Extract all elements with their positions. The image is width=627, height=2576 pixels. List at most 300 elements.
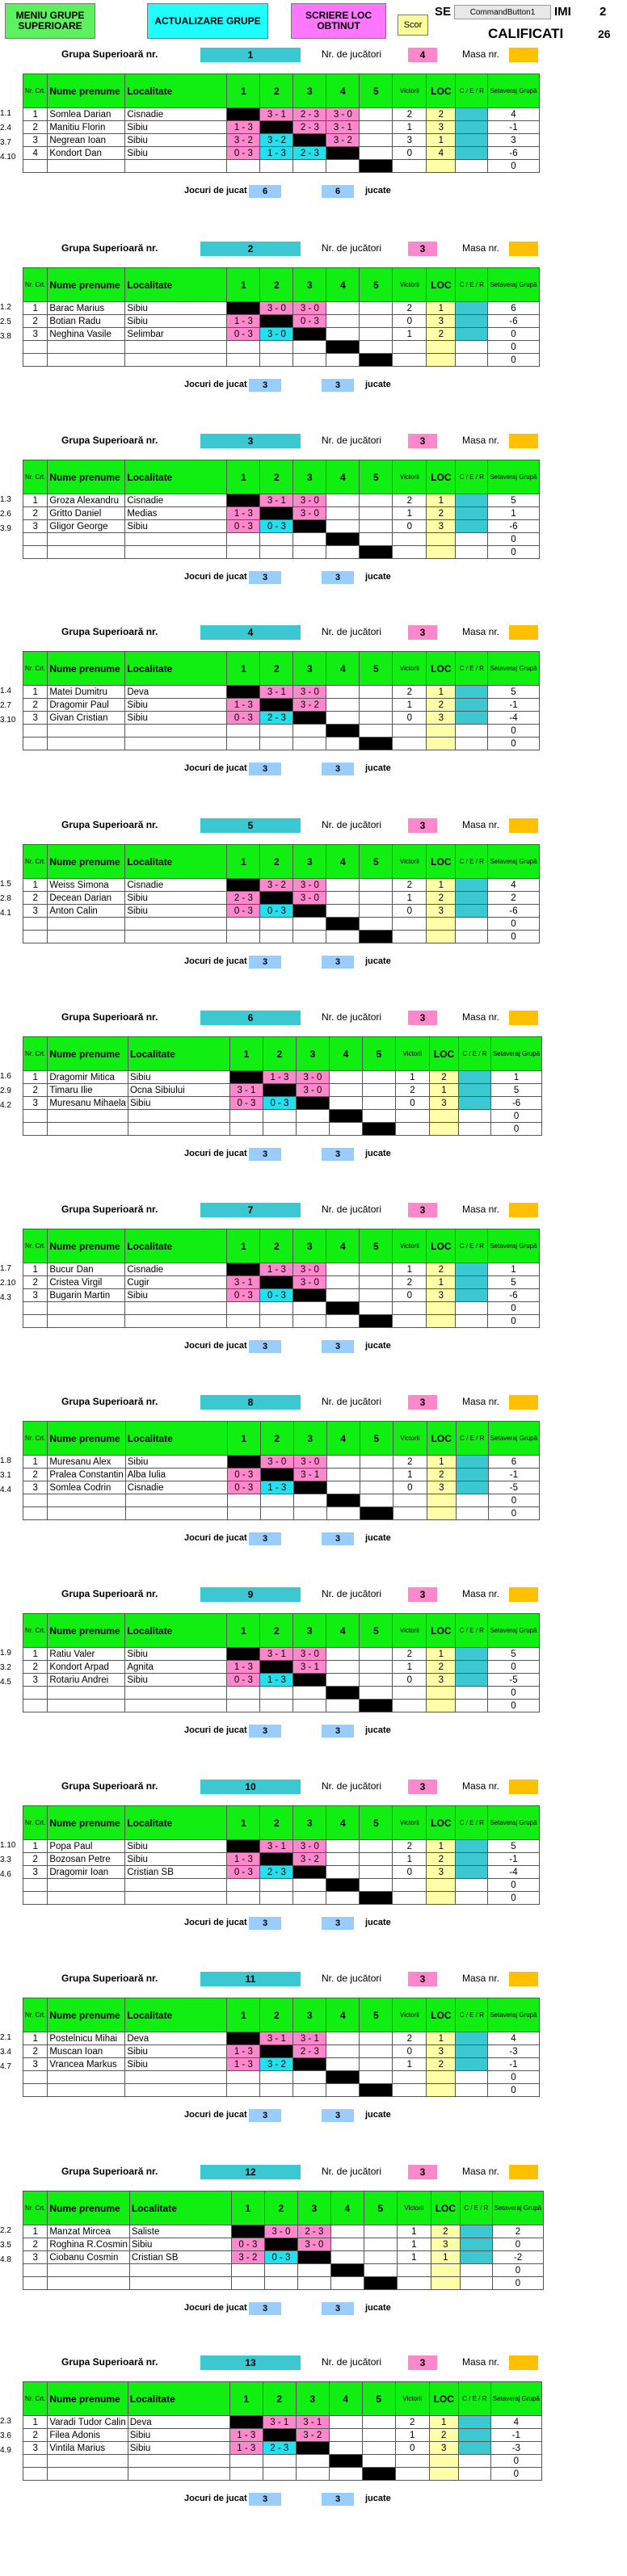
score-cell[interactable]	[263, 2429, 296, 2442]
score-cell[interactable]: 3 - 2	[296, 2429, 329, 2442]
score-cell[interactable]: 3 - 1	[293, 2032, 326, 2045]
score-cell[interactable]	[360, 2032, 393, 2045]
score-cell[interactable]: 3 - 0	[293, 494, 326, 507]
score-cell[interactable]	[362, 2416, 395, 2429]
score-cell[interactable]	[360, 712, 393, 725]
score-cell[interactable]	[260, 1469, 293, 1481]
player-row	[23, 1071, 542, 1084]
score-cell[interactable]: 2 - 3	[297, 2225, 330, 2238]
score-cell[interactable]: 0 - 3	[260, 520, 293, 533]
group-table	[23, 1613, 540, 1712]
score-cell[interactable]	[360, 2045, 393, 2058]
score-cell[interactable]	[329, 2429, 362, 2442]
score-cell[interactable]	[362, 2442, 395, 2455]
score-cell[interactable]	[264, 2238, 297, 2251]
empty-cell	[456, 918, 488, 931]
score-cell[interactable]: 0 - 3	[227, 147, 260, 160]
score-cell[interactable]	[360, 1840, 393, 1853]
score-cell[interactable]: 1 - 3	[227, 507, 260, 520]
cer-cell[interactable]	[458, 1097, 490, 1110]
score-cell[interactable]	[326, 1456, 360, 1469]
score-cell[interactable]	[260, 1853, 293, 1866]
empty-cell: 0	[488, 1507, 539, 1520]
row-number: 3	[23, 905, 48, 918]
score-cell[interactable]	[227, 108, 260, 121]
score-cell[interactable]: 3 - 0	[293, 302, 326, 315]
score-cell[interactable]	[229, 1071, 263, 1084]
score-cell[interactable]: 3 - 1	[326, 121, 360, 134]
score-cell[interactable]: 3 - 2	[260, 2058, 293, 2071]
score-cell[interactable]	[293, 1674, 326, 1687]
score-cell[interactable]: 1 - 3	[227, 2058, 260, 2071]
table-number-input[interactable]	[509, 625, 538, 640]
cer-cell[interactable]	[456, 699, 488, 712]
score-cell[interactable]: 3 - 2	[260, 879, 293, 892]
score-cell[interactable]	[360, 108, 393, 121]
score-cell[interactable]	[227, 686, 260, 699]
score-cell[interactable]	[360, 494, 393, 507]
player-row	[23, 686, 540, 699]
score-cell[interactable]: 0 - 3	[227, 1481, 260, 1494]
cer-cell[interactable]	[456, 1263, 488, 1276]
group-header	[0, 2163, 627, 2181]
score-cell[interactable]	[326, 1648, 360, 1661]
score-cell[interactable]: 3 - 1	[260, 1840, 293, 1853]
games-played-label: jucate	[365, 2494, 391, 2503]
score-cell[interactable]	[293, 1289, 326, 1302]
score-cell[interactable]	[297, 2251, 330, 2264]
cer-cell[interactable]	[456, 1674, 488, 1687]
empty-cell	[227, 1687, 260, 1700]
score-cell[interactable]: 3 - 0	[297, 2238, 330, 2251]
player-name: Manitiu Florin	[48, 121, 125, 134]
score-cell[interactable]: 2 - 3	[227, 892, 260, 905]
score-cell[interactable]	[360, 1674, 393, 1687]
score-cell[interactable]	[326, 892, 360, 905]
score-cell[interactable]: 1 - 3	[227, 2045, 260, 2058]
cer-cell[interactable]	[456, 108, 488, 121]
cer-cell[interactable]	[456, 1661, 488, 1674]
score-cell[interactable]	[329, 1097, 362, 1110]
header-c5: 5	[360, 845, 393, 879]
table-number-input[interactable]	[509, 1780, 538, 1794]
score-cell[interactable]	[362, 1084, 395, 1097]
cer-cell[interactable]	[456, 121, 488, 134]
score-cell[interactable]: 3 - 2	[326, 134, 360, 147]
score-cell[interactable]: 3 - 0	[293, 879, 326, 892]
games-played-label: jucate	[365, 186, 391, 195]
score-cell[interactable]	[360, 328, 393, 341]
score-cell[interactable]	[326, 315, 360, 328]
cer-cell[interactable]	[458, 1084, 490, 1097]
score-cell[interactable]: 3 - 1	[293, 1661, 326, 1674]
score-cell[interactable]	[326, 2032, 360, 2045]
score-cell[interactable]: 1 - 3	[227, 1661, 260, 1674]
score-cell[interactable]	[362, 1097, 395, 1110]
score-cell[interactable]: 0 - 3	[227, 712, 260, 725]
score-cell[interactable]	[329, 2442, 362, 2455]
score-cell[interactable]	[227, 494, 260, 507]
score-cell[interactable]: 3 - 2	[231, 2251, 264, 2264]
table-number-input[interactable]	[509, 1395, 538, 1410]
cer-cell[interactable]	[456, 1853, 488, 1866]
score-cell[interactable]: 0 - 3	[227, 520, 260, 533]
score-cell[interactable]: 1 - 3	[227, 315, 260, 328]
score-cell[interactable]: 2 - 3	[293, 108, 326, 121]
score-cell[interactable]: 0 - 3	[227, 328, 260, 341]
score-cell[interactable]: 1 - 3	[260, 147, 293, 160]
score-cell[interactable]	[326, 1674, 360, 1687]
cer-cell[interactable]	[460, 2251, 492, 2264]
score-cell[interactable]: 3 - 0	[326, 108, 360, 121]
header-c4: 4	[329, 1037, 362, 1071]
score-cell[interactable]	[329, 1071, 362, 1084]
table-number-input[interactable]	[509, 2165, 538, 2179]
row-number: 2	[23, 2429, 48, 2442]
cer-cell[interactable]	[460, 2238, 492, 2251]
table-number-input[interactable]	[509, 1203, 538, 1217]
header-c5: 5	[360, 1614, 393, 1648]
score-cell[interactable]: 3 - 0	[260, 328, 293, 341]
score-cell[interactable]	[360, 134, 393, 147]
cer-cell[interactable]	[456, 520, 488, 533]
score-cell[interactable]	[326, 879, 360, 892]
score-cell[interactable]: 1 - 3	[260, 1263, 293, 1276]
table-number-input[interactable]	[509, 2355, 538, 2370]
score-cell[interactable]: 3 - 1	[260, 686, 293, 699]
score-cell[interactable]	[293, 520, 326, 533]
row-number: 1	[23, 1263, 48, 1276]
cer-cell[interactable]	[458, 2416, 490, 2429]
empty-cell: 0	[488, 738, 539, 750]
table-header	[23, 1614, 540, 1648]
empty-cell: 0	[488, 1494, 539, 1507]
score-cell[interactable]: 0 - 3	[227, 1866, 260, 1879]
score-cell[interactable]: 1 - 3	[229, 2442, 263, 2455]
score-cell[interactable]	[330, 2238, 364, 2251]
score-cell[interactable]	[326, 1840, 360, 1853]
score-cell[interactable]	[360, 1866, 393, 1879]
score-cell[interactable]: 3 - 0	[260, 1456, 293, 1469]
score-cell[interactable]	[360, 1853, 393, 1866]
empty-cell	[227, 1494, 260, 1507]
score-cell[interactable]: 3 - 2	[293, 699, 326, 712]
score-cell[interactable]: 0 - 3	[231, 2238, 264, 2251]
score-cell[interactable]: 3 - 0	[293, 507, 326, 520]
score-cell[interactable]	[227, 1840, 260, 1853]
write-place-button[interactable]: SCRIERE LOC OBTINUT	[291, 3, 386, 39]
score-cell[interactable]	[360, 686, 393, 699]
empty-cell	[260, 546, 293, 559]
cer-cell[interactable]	[456, 1840, 488, 1853]
score-cell[interactable]: 3 - 0	[293, 686, 326, 699]
cer-cell[interactable]	[456, 1456, 488, 1469]
score-cell[interactable]	[326, 905, 360, 918]
score-cell[interactable]	[263, 1084, 296, 1097]
cer-cell[interactable]	[456, 134, 488, 147]
score-cell[interactable]: 3 - 0	[293, 1263, 326, 1276]
score-cell[interactable]	[326, 1481, 360, 1494]
score-cell[interactable]	[360, 1263, 393, 1276]
score-cell[interactable]	[360, 699, 393, 712]
score-cell[interactable]	[227, 1263, 260, 1276]
score-cell[interactable]	[293, 1866, 326, 1879]
score-cell[interactable]: 3 - 1	[260, 108, 293, 121]
score-cell[interactable]	[227, 1648, 260, 1661]
setaverage-cell: 6	[488, 1456, 539, 1469]
score-cell[interactable]: 1 - 3	[227, 699, 260, 712]
setaverage-cell: -2	[492, 2251, 543, 2264]
score-cell[interactable]: 0 - 3	[260, 1289, 293, 1302]
cer-cell[interactable]	[456, 2045, 488, 2058]
score-cell[interactable]	[227, 302, 260, 315]
player-row	[23, 134, 540, 147]
score-cell[interactable]	[326, 1661, 360, 1674]
score-cell[interactable]	[326, 712, 360, 725]
score-cell[interactable]	[293, 328, 326, 341]
score-cell[interactable]	[326, 302, 360, 315]
cer-cell[interactable]	[458, 2442, 490, 2455]
score-cell[interactable]	[260, 699, 293, 712]
qualified-label: CALIFICATI	[488, 26, 564, 41]
score-cell[interactable]	[293, 134, 326, 147]
cer-cell[interactable]	[456, 1469, 488, 1481]
score-cell[interactable]	[229, 2416, 263, 2429]
score-cell[interactable]: 1 - 3	[260, 1674, 293, 1687]
score-cell[interactable]	[326, 494, 360, 507]
score-cell[interactable]	[260, 507, 293, 520]
cer-cell[interactable]	[456, 1648, 488, 1661]
table-number-input[interactable]	[509, 1972, 538, 1986]
score-cell[interactable]	[362, 2429, 395, 2442]
empty-cell	[48, 2084, 125, 2097]
score-cell[interactable]: 3 - 2	[260, 134, 293, 147]
score-cell[interactable]: 3 - 1	[260, 494, 293, 507]
score-cell[interactable]	[326, 520, 360, 533]
score-cell[interactable]	[326, 328, 360, 341]
score-cell[interactable]: 1 - 3	[260, 1481, 293, 1494]
empty-cell	[360, 2071, 393, 2084]
score-cell[interactable]	[329, 1084, 362, 1097]
wins-cell: 2	[393, 2032, 427, 2045]
score-cell[interactable]	[326, 1263, 360, 1276]
score-cell[interactable]	[360, 147, 393, 160]
score-cell[interactable]: 1 - 3	[229, 2429, 263, 2442]
score-cell[interactable]: 3 - 0	[260, 302, 293, 315]
cer-cell[interactable]	[458, 1071, 490, 1084]
score-cell[interactable]: 0 - 3	[227, 905, 260, 918]
table-number-input[interactable]	[509, 48, 538, 62]
score-cell[interactable]: 3 - 0	[293, 892, 326, 905]
score-cell[interactable]	[260, 315, 293, 328]
cer-cell[interactable]	[456, 2032, 488, 2045]
cer-cell[interactable]	[456, 1289, 488, 1302]
score-cell[interactable]	[296, 1097, 329, 1110]
score-cell[interactable]	[362, 1071, 395, 1084]
score-cell[interactable]	[330, 2225, 364, 2238]
score-cell[interactable]	[329, 2416, 362, 2429]
score-cell[interactable]	[293, 712, 326, 725]
score-cell[interactable]	[326, 1853, 360, 1866]
score-cell[interactable]: 0 - 3	[227, 1469, 260, 1481]
cer-cell[interactable]	[456, 494, 488, 507]
score-cell[interactable]	[360, 121, 393, 134]
place-cell: 2	[427, 507, 456, 520]
score-cell[interactable]	[360, 507, 393, 520]
score-button[interactable]: Scor	[398, 15, 428, 36]
score-cell[interactable]	[360, 1481, 393, 1494]
score-cell[interactable]	[293, 2058, 326, 2071]
score-cell[interactable]: 3 - 0	[293, 1648, 326, 1661]
score-cell[interactable]: 0 - 3	[260, 905, 293, 918]
score-cell[interactable]	[326, 2045, 360, 2058]
header-loc: Localitate	[125, 74, 227, 108]
cer-cell[interactable]	[456, 328, 488, 341]
cer-cell[interactable]	[456, 1276, 488, 1289]
score-cell[interactable]: 2 - 3	[293, 2045, 326, 2058]
cer-cell[interactable]	[460, 2225, 492, 2238]
score-cell[interactable]	[260, 2045, 293, 2058]
score-cell[interactable]	[293, 905, 326, 918]
cer-cell[interactable]	[456, 1481, 488, 1494]
cer-cell[interactable]	[456, 686, 488, 699]
score-cell[interactable]	[360, 1661, 393, 1674]
score-cell[interactable]	[326, 686, 360, 699]
games-to-play-value: 3	[249, 2493, 281, 2506]
score-cell[interactable]	[360, 905, 393, 918]
cer-cell[interactable]	[456, 905, 488, 918]
score-cell[interactable]	[360, 879, 393, 892]
score-cell[interactable]	[227, 879, 260, 892]
score-cell[interactable]: 2 - 3	[293, 147, 326, 160]
score-cell[interactable]: 0 - 3	[229, 1097, 263, 1110]
player-city: Selimbar	[125, 328, 227, 341]
score-cell[interactable]: 3 - 1	[260, 2032, 293, 2045]
score-cell[interactable]	[326, 699, 360, 712]
players-count: 3	[408, 818, 437, 833]
score-cell[interactable]	[360, 1469, 393, 1481]
cer-cell[interactable]	[456, 2058, 488, 2071]
player-city: Cisnadie	[125, 494, 227, 507]
score-cell[interactable]	[260, 892, 293, 905]
score-cell[interactable]	[326, 1866, 360, 1879]
score-cell[interactable]	[293, 1481, 326, 1494]
table-header	[23, 2191, 544, 2225]
table-label: Masa nr.	[462, 1588, 500, 1599]
table-number-input[interactable]	[509, 818, 538, 833]
score-cell[interactable]	[360, 302, 393, 315]
score-cell[interactable]	[326, 2058, 360, 2071]
cer-cell[interactable]	[456, 1866, 488, 1879]
score-cell[interactable]: 3 - 1	[260, 1648, 293, 1661]
cer-cell[interactable]	[456, 892, 488, 905]
score-cell[interactable]: 3 - 1	[229, 1084, 263, 1097]
score-cell[interactable]	[296, 2442, 329, 2455]
score-cell[interactable]: 3 - 0	[296, 1084, 329, 1097]
score-cell[interactable]: 0 - 3	[227, 1289, 260, 1302]
score-cell[interactable]	[326, 1289, 360, 1302]
empty-cell	[427, 533, 456, 546]
score-cell[interactable]	[260, 1276, 293, 1289]
score-cell[interactable]: 3 - 0	[296, 1071, 329, 1084]
score-cell[interactable]: 2 - 3	[260, 1866, 293, 1879]
score-cell[interactable]	[364, 2225, 397, 2238]
cer-cell[interactable]	[458, 2429, 490, 2442]
empty-cell	[326, 1687, 360, 1700]
score-cell[interactable]	[360, 2058, 393, 2071]
cer-cell[interactable]	[456, 147, 488, 160]
score-cell[interactable]	[326, 507, 360, 520]
empty-cell	[360, 546, 393, 559]
score-cell[interactable]: 3 - 0	[293, 1456, 326, 1469]
score-cell[interactable]	[360, 1289, 393, 1302]
score-cell[interactable]: 3 - 1	[293, 1469, 326, 1481]
cer-cell[interactable]	[456, 507, 488, 520]
cer-cell[interactable]	[456, 315, 488, 328]
update-groups-button[interactable]: ACTUALIZARE GRUPE	[147, 3, 268, 39]
score-cell[interactable]: 3 - 0	[293, 1276, 326, 1289]
score-cell[interactable]	[360, 1648, 393, 1661]
score-cell[interactable]: 2 - 3	[263, 2442, 296, 2455]
score-cell[interactable]	[227, 2032, 260, 2045]
score-cell[interactable]	[231, 2225, 264, 2238]
score-cell[interactable]	[330, 2251, 364, 2264]
score-cell[interactable]	[260, 121, 293, 134]
score-cell[interactable]: 3 - 0	[293, 1840, 326, 1853]
score-cell[interactable]: 0 - 3	[264, 2251, 297, 2264]
table-number-input[interactable]	[509, 434, 538, 448]
table-number-input[interactable]	[509, 242, 538, 256]
score-cell[interactable]	[260, 1661, 293, 1674]
cer-cell[interactable]	[456, 879, 488, 892]
score-cell[interactable]	[364, 2238, 397, 2251]
score-cell[interactable]	[360, 520, 393, 533]
score-cell[interactable]	[326, 1276, 360, 1289]
score-cell[interactable]: 1 - 3	[263, 1071, 296, 1084]
menu-button[interactable]: MENIU GRUPE SUPERIOARE	[5, 3, 95, 39]
score-cell[interactable]: 3 - 0	[264, 2225, 297, 2238]
score-cell[interactable]	[326, 1469, 360, 1481]
score-cell[interactable]	[360, 315, 393, 328]
score-cell[interactable]: 3 - 1	[263, 2416, 296, 2429]
player-city: Cristian SB	[129, 2251, 231, 2264]
header-cer: C / E / R	[456, 74, 488, 108]
empty-cell	[427, 1494, 456, 1507]
score-cell[interactable]: 3 - 2	[227, 134, 260, 147]
command-button[interactable]: CommandButton1	[454, 5, 551, 19]
score-cell[interactable]: 0 - 3	[263, 1097, 296, 1110]
score-cell[interactable]: 0 - 3	[227, 1674, 260, 1687]
score-cell[interactable]	[360, 1456, 393, 1469]
score-cell[interactable]: 3 - 1	[296, 2416, 329, 2429]
score-cell[interactable]: 1 - 3	[227, 121, 260, 134]
score-cell[interactable]: 3 - 2	[293, 1853, 326, 1866]
table-number-input[interactable]	[509, 1587, 538, 1602]
score-cell[interactable]	[227, 1456, 260, 1469]
score-cell[interactable]	[326, 147, 360, 160]
score-cell[interactable]	[364, 2251, 397, 2264]
score-cell[interactable]	[360, 892, 393, 905]
score-cell[interactable]: 3 - 1	[227, 1276, 260, 1289]
table-number-input[interactable]	[509, 1011, 538, 1025]
score-cell[interactable]: 1 - 3	[227, 1853, 260, 1866]
score-cell[interactable]: 2 - 3	[260, 712, 293, 725]
score-cell[interactable]	[360, 1276, 393, 1289]
score-cell[interactable]: 2 - 3	[293, 121, 326, 134]
cer-cell[interactable]	[456, 712, 488, 725]
cer-cell[interactable]	[456, 302, 488, 315]
score-cell[interactable]: 0 - 3	[293, 315, 326, 328]
